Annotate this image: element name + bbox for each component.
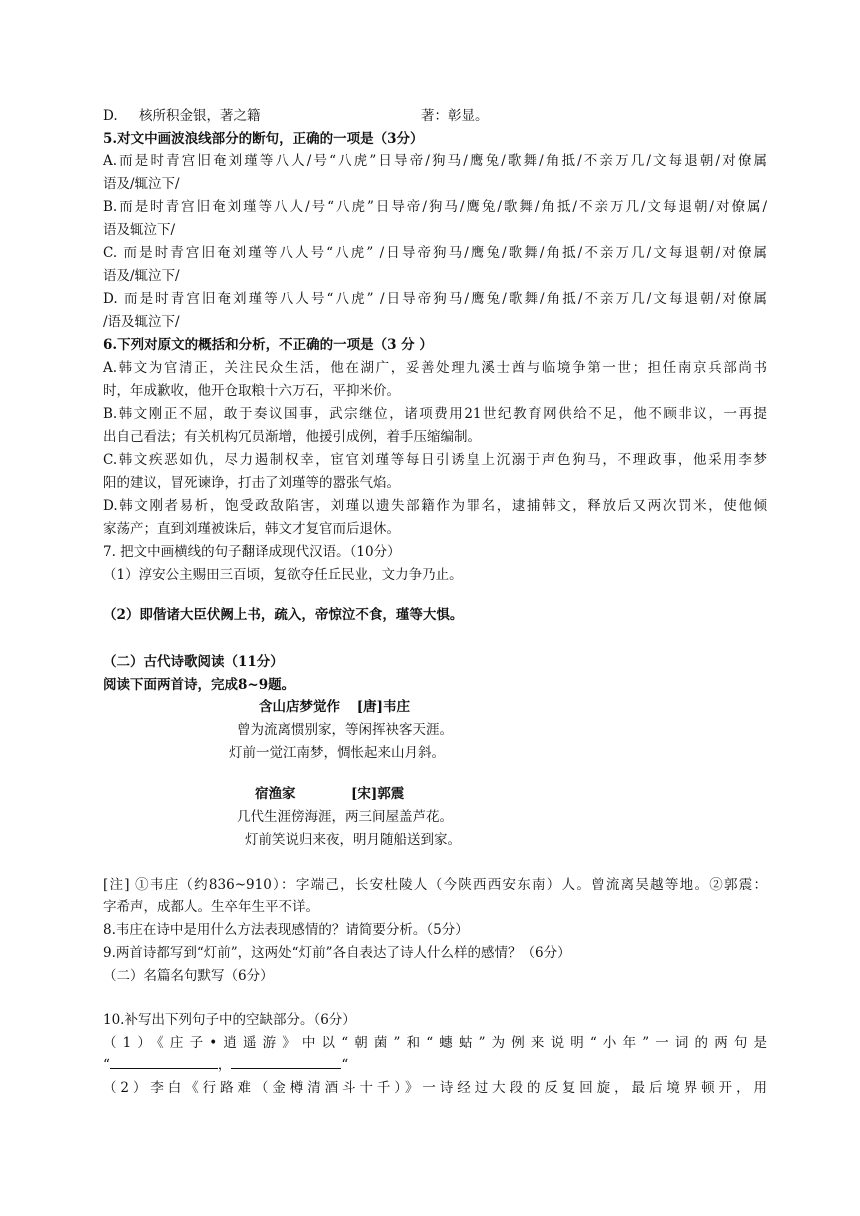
q6-option-c-line2: 阳的建议，冒死谏诤，打击了刘瑾等的嚣张气焰。: [103, 475, 400, 491]
q5-option-c-line2: 语及/辄泣下/: [103, 268, 180, 284]
q6-option-d-line2: 家荡产；直到刘瑾被诛后，韩文才复官而后退休。: [103, 521, 400, 537]
q5-option-d-line2: /语及辄泣下/: [103, 314, 180, 330]
q4-option-d-text: 核所积金银，著之籍: [139, 108, 261, 124]
q4-option-d-gloss: 著：彰显。: [421, 108, 489, 124]
q6-option-a-line2: 时，年成歉收，他开仓取粮十六万石，平抑米价。: [103, 383, 400, 399]
q6-option-b-line2: 出自己看法；有关机构冗员渐增，他援引成例，着手压缩编制。: [103, 429, 481, 445]
poem1-heading: [259, 697, 410, 717]
q6-option-a-line1: A.韩文为官清正，关注民众生活，他在湖广，妥善处理九溪士酋与临境争第一世；担任南京兵部尚书: [103, 360, 767, 376]
q5-option-d-line1: D. 而是时青宫旧奄刘瑾等八人号“八虎” /日导帝狗马/鹰兔/歌舞/角抵/不亲万几/文每退朝/对僚属: [103, 291, 767, 307]
poem2-author: [宋]郭震: [351, 786, 405, 802]
q5-option-b-line1: B.而是时青宫旧奄刘瑾等八人/号“八虎”日导帝/狗马/鹰兔/歌舞/角抵/不亲万几/文每退朝/对僚属/: [103, 199, 767, 215]
q4-option-d-label: D.: [103, 108, 118, 124]
q6-option-b-line1: B.韩文刚正不屈，敢于奏议国事，武宗继位，诸项费用21世纪教育网供给不足，他不顾非议，一再提: [103, 406, 767, 422]
q6-option-c-line1: C.韩文疾恶如仇，尽力遏制权幸，宦官刘瑾等每日引诱皇上沉溺于声色狗马，不理政事，他采用李梦: [103, 452, 767, 468]
q10-open-quote: “: [103, 1057, 110, 1073]
poem1-title: 含山店梦觉作: [259, 699, 340, 715]
q10-sentence-2: （2）李白《行路难（金樽清酒斗十千）》一诗经过大段的反复回旋，最后境界顿开，用: [103, 1080, 767, 1096]
q7-stem: 7. 把文中画横线的句子翻译成现代汉语。（10分）: [103, 544, 401, 560]
q7-sentence-1: （1）淳安公主赐田三百顷，复欲夺任丘民业，文力争乃止。: [103, 567, 463, 583]
q10-comma: ，: [217, 1057, 232, 1073]
q9-stem: 9.两首诗都写到“灯前”，这两处“灯前”各自表达了诗人什么样的感情？（6分）: [103, 945, 571, 961]
q6-option-d-line1: D.韩文刚者易析，饱受政敌陷害，刘瑾以遗失部籍作为罪名，逮捕韩文，释放后又两次罚米，使他倾: [103, 498, 767, 514]
q10-blank-1[interactable]: [110, 1056, 218, 1069]
q10-blank-2[interactable]: [231, 1056, 341, 1069]
poetry-note-line1: [注] ①韦庄（约836~910）：字端己，长安杜陵人（今陕西西安东南）人。曾流离吴越等地。②郭震：: [103, 877, 767, 893]
q10-sentence-1: （1）《庄子•逍遥游》中以“朝菌”和“蟪蛄”为例来说明“小年”一词的两句是: [103, 1035, 767, 1051]
poem2-heading: [255, 784, 405, 804]
poetry-instruction: 阅读下面两首诗，完成8~9题。: [103, 677, 296, 693]
q7-sentence-2: （2）即偕诸大臣伏阙上书，疏入，帝惊泣不食，瑾等大惧。: [103, 607, 464, 623]
q5-option-b-line2: 语及辄泣下/: [103, 222, 176, 238]
poem2-line-2: 灯前笑说归来夜，明月随船送到家。: [245, 832, 461, 848]
poetry-section-title: （二）古代诗歌阅读（11分）: [103, 654, 284, 670]
q6-stem: 6.下列对原文的概括和分析，不正确的一项是（3 分 ）: [103, 337, 433, 353]
q5-option-c-line1: C. 而是时青宫旧奄刘瑾等八人号“八虎” /日导帝狗马/鹰兔/歌舞/角抵/不亲万几/文每退朝/对僚属: [103, 245, 767, 261]
q5-stem: 5.对文中画波浪线部分的断句，正确的一项是（3分）: [103, 131, 424, 147]
q5-option-a-line2: 语及/辄泣下/: [103, 176, 180, 192]
poetry-note-line2: 字希声，成都人。生卒年生平不详。: [103, 899, 319, 915]
poem1-author: [唐]韦庄: [356, 699, 410, 715]
q10-stem: 10.补写出下列句子中的空缺部分。（6分）: [103, 1012, 356, 1028]
q4-option-d: [103, 106, 767, 126]
poem1-line-2: 灯前一觉江南梦，惆怅起来山月斜。: [229, 745, 445, 761]
poem2-line-1: 几代生涯傍海涯，两三间屋盖芦花。: [237, 809, 453, 825]
q8-stem: 8.韦庄在诗中是用什么方法表现感情的？请简要分析。（5分）: [103, 922, 469, 938]
poem1-line-1: 曾为流离惯别家，等闲挥袂客天涯。: [237, 722, 453, 738]
q10-close-quote: “: [341, 1057, 349, 1073]
q10-fill-blank-row: [103, 1055, 767, 1075]
poem2-title: 宿渔家: [255, 786, 296, 802]
recitation-section-title: （二）名篇名句默写（6分）: [103, 968, 274, 984]
q5-option-a-line1: A.而是时青宫旧奄刘瑾等八人/号“八虎”日导帝/狗马/鹰兔/歌舞/角抵/不亲万几/文每退朝/对僚属: [103, 153, 767, 169]
